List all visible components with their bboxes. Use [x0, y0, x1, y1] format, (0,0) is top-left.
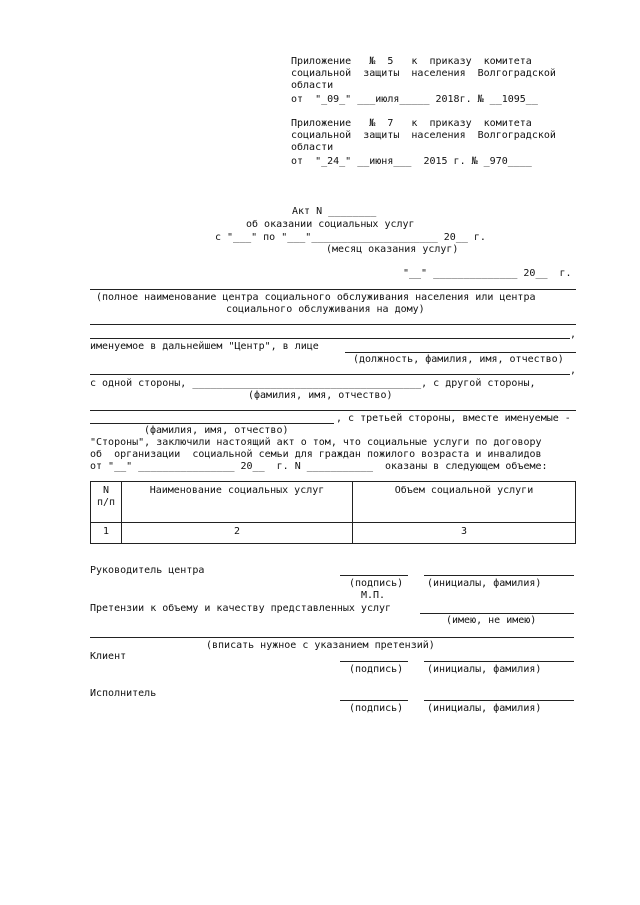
annex-1-line-3: области	[291, 80, 334, 91]
center-name-line-3	[90, 338, 570, 339]
stamp-mark: М.П.	[361, 590, 386, 601]
client-signature-line	[340, 661, 408, 662]
fio-caption-2: (фамилия, имя, отчество)	[144, 425, 289, 436]
cell-number: 1	[91, 523, 122, 544]
act-number: Акт N ________	[292, 206, 377, 217]
comma-2: ,	[570, 365, 577, 376]
client-initials-line	[424, 661, 574, 662]
annex-1-line-2: социальной защиты населения Волгоградской	[291, 68, 556, 79]
comma: ,	[570, 329, 577, 340]
act-date: "__" ______________ 20__ г.	[403, 268, 572, 279]
center-caption-2: социального обслуживания на дому)	[226, 304, 425, 315]
claims-text: Претензии к объему и качеству представленных услуг	[90, 603, 392, 614]
claims-line	[420, 613, 574, 614]
act-subject: об оказании социальных услуг	[246, 219, 415, 230]
center-caption-1: (полное наименование центра социального обслуживания населения или центра	[96, 292, 536, 303]
table-header-row	[91, 482, 576, 523]
third-party-line-2	[90, 423, 334, 424]
executor-initials-line	[424, 700, 574, 701]
client-signature-caption: (подпись)	[349, 664, 404, 675]
executor-signature-caption: (подпись)	[349, 703, 404, 714]
head-initials-line	[424, 575, 574, 576]
act-period: с "___" по "___"_____________________ 20__ г.	[215, 232, 486, 243]
annex-2-line-4: от "_24_" __июня___ 2015 г. № _970____	[291, 156, 532, 167]
annex-1-line-1: Приложение № 5 к приказу комитета	[291, 56, 532, 67]
fio-caption-1: (фамилия, имя, отчество)	[248, 390, 393, 401]
header-service-name: Наименование социальных услуг	[122, 482, 353, 523]
annex-2-line-1: Приложение № 7 к приказу комитета	[291, 118, 532, 129]
header-service-volume: Объем социальной услуги	[353, 482, 576, 523]
annex-1-line-4: от "_09_" ___июля_____ 2018г. № __1095__	[291, 94, 538, 105]
center-name-line	[90, 289, 576, 290]
cell-service-volume: 3	[353, 523, 576, 544]
cell-service-name: 2	[122, 523, 353, 544]
executor-signature-line	[340, 700, 408, 701]
head-label: Руководитель центра	[90, 565, 205, 576]
body-line-3: от "__" ________________ 20__ г. N ___________ оказаны в следующем объеме:	[90, 461, 548, 472]
claims-note-line	[90, 637, 574, 638]
one-side-text: с одной стороны, ______________________________________, с другой стороны,	[90, 378, 536, 389]
period-caption: (месяц оказания услуг)	[326, 244, 459, 255]
body-line-1: "Стороны", заключили настоящий акт о том, что социальные услуги по договору	[90, 437, 542, 448]
body-line-2: об организации социальной семьи для граждан пожилого возраста и инвалидов	[90, 449, 542, 460]
table-row	[91, 523, 576, 544]
claims-note: (вписать нужное с указанием претензий)	[206, 640, 435, 651]
client-initials-caption: (инициалы, фамилия)	[427, 664, 542, 675]
client-label: Клиент	[90, 651, 127, 662]
header-number: N п/п	[91, 482, 122, 523]
representative-line-2	[90, 374, 570, 375]
services-table	[90, 481, 576, 544]
third-side-text: , с третьей стороны, вместе именуемые -	[336, 413, 571, 424]
claims-caption: (имею, не имею)	[446, 615, 537, 626]
position-caption: (должность, фамилия, имя, отчество)	[353, 354, 564, 365]
center-reference: именуемое в дальнейшем "Центр", в лице	[90, 341, 319, 352]
third-party-line	[90, 410, 576, 411]
head-signature-caption: (подпись)	[349, 578, 404, 589]
annex-2-line-2: социальной защиты населения Волгоградской	[291, 130, 556, 141]
head-signature-line	[340, 575, 408, 576]
executor-initials-caption: (инициалы, фамилия)	[427, 703, 542, 714]
annex-2-line-3: области	[291, 142, 334, 153]
center-name-line-2	[90, 324, 576, 325]
executor-label: Исполнитель	[90, 688, 157, 699]
representative-line	[345, 352, 576, 353]
head-initials-caption: (инициалы, фамилия)	[427, 578, 542, 589]
